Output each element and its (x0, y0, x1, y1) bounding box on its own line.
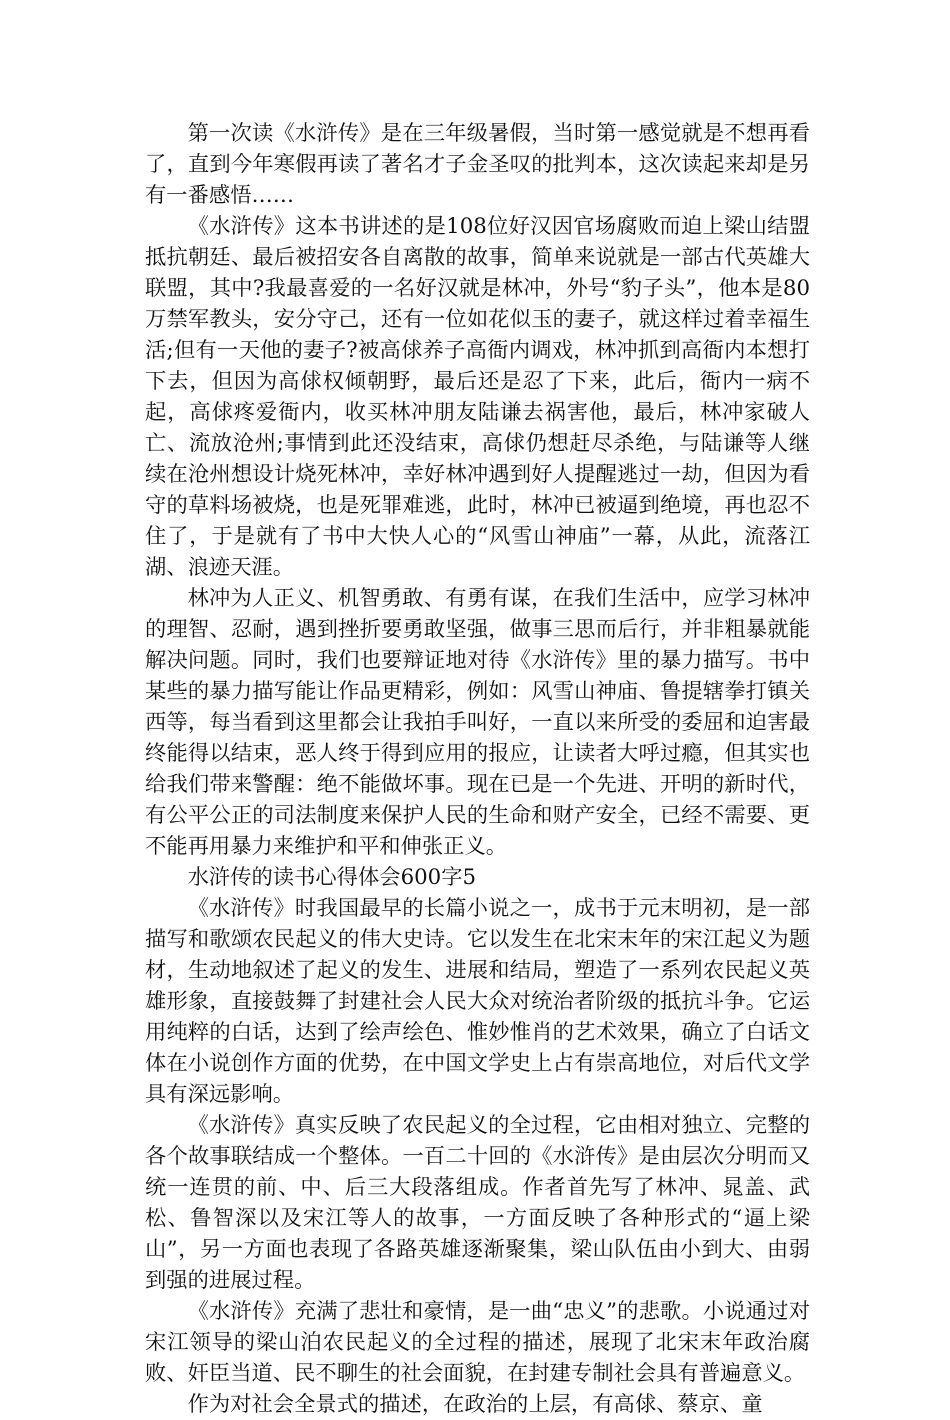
paragraph-novel-overview: 《水浒传》时我国最早的长篇小说之一，成书于元末明初，是一部描写和歌颂农民起义的伟大史诗。它以发生在北宋末年的宋江起义为题材，生动地叙述了起义的发生、进展和结局，塑造了一系列农民起义英雄形象，直接鼓舞了封建社会人民大众对统治者阶级的抵抗斗争。它运用纯粹的白话，达到了绘声绘色、惟妙惟肖的艺术效果，确立了白话文体在小说创作方面的优势，在中国文学史上占有崇高地位，对后代文学具有深远影响。 (145, 896, 810, 1107)
paragraph-society-panorama: 作为对社会全景式的描述，在政治的上层，有高俅、蔡京、童 (187, 1392, 763, 1417)
paragraph-intro: 第一次读《水浒传》是在三年级暑假，当时第一感觉就是不想再看了，直到今年寒假再读了著名才子金圣叹的批判本，这次读起来却是另有一番感悟…… (145, 121, 810, 208)
paragraph-lin-chong-reflection: 林冲为人正义、机智勇敢、有勇有谋，在我们生活中，应学习林冲的理智、忍耐，遇到挫折要勇敢坚强，做事三思而后行，并非粗暴就能解决问题。同时，我们也要辩证地对待《水浒传》里的暴力描写。书中某些的暴力描写能让作品更精彩，例如：风雪山神庙、鲁提辖拳打镇关西等，每当看到这里都会让我拍手叫好，一直以来所受的委屈和迫害最终能得以结束，恶人终于得到应用的报应，让读者大呼过瘾，但其实也给我们带来警醒：绝不能做坏事。现在已是一个先进、开明的新时代，有公平公正的司法制度来保护人民的生命和财产安全，已经不需要、更不能再用暴力来维护和平和伸张正义。 (145, 586, 810, 859)
section-heading: 水浒传的读书心得体会600字5 (187, 865, 477, 890)
paragraph-loyalty-elegy: 《水浒传》充满了悲壮和豪情，是一曲“忠义”的悲歌。小说通过对宋江领导的梁山泊农民起义的全过程的描述，展现了北宋末年政治腐败、奸臣当道、民不聊生的社会面貌，在封建专制社会具有普遍意义。 (145, 1299, 810, 1386)
document-body (145, 118, 810, 1420)
paragraph-lin-chong-story: 《水浒传》这本书讲述的是108位好汉因官场腐败而迫上梁山结盟抵抗朝廷、最后被招安各自离散的故事，简单来说就是一部古代英雄大联盟，其中?我最喜爱的一名好汉就是林冲，外号“豹子头”，他本是80万禁军教头，安分守己，还有一位如花似玉的妻子，就这样过着幸福生活;但有一天他的妻子?被高俅养子高衙内调戏，林冲抓到高衙内本想打下去，但因为高俅权倾朝野，最后还是忍了下来，此后，衙内一病不起，高俅疼爱衙内，收买林冲朋友陆谦去祸害他，最后，林冲家破人亡、流放沧州;事情到此还没结束，高俅仍想赶尽杀绝，与陆谦等人继续在沧州想设计烧死林冲，幸好林冲遇到好人提醒逃过一劫，但因为看守的草料场被烧，也是死罪难逃，此时，林冲已被逼到绝境，再也忍不住了，于是就有了书中大快人心的“风雪山神庙”一幕，从此，流落江湖、浪迹天涯。 (145, 214, 810, 580)
paragraph-uprising-process: 《水浒传》真实反映了农民起义的全过程，它由相对独立、完整的各个故事联结成一个整体。一百二十回的《水浒传》是由层次分明而又统一连贯的前、中、后三大段落组成。作者首先写了林冲、晁盖、武松、鲁智深以及宋江等人的故事，一方面反映了各种形式的“逼上梁山”，另一方面也表现了各路英雄逐渐聚集，梁山队伍由小到大、由弱到强的进展过程。 (145, 1113, 810, 1293)
